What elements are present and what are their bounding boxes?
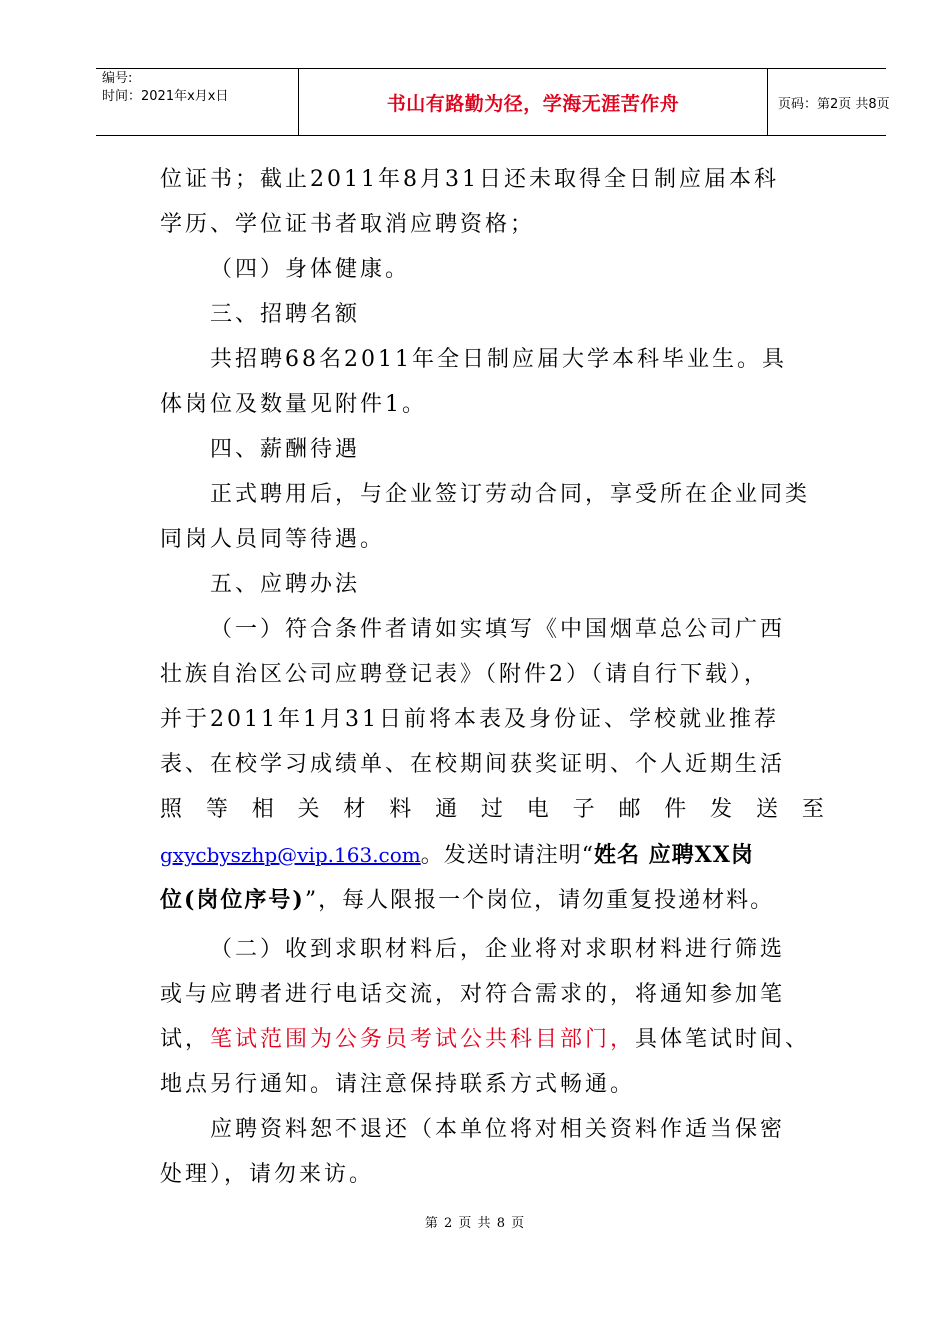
- body-line-3: （四）身体健康。: [210, 257, 411, 282]
- body-line-19: 或与应聘者进行电话交流，对符合需求的，将通知参加笔: [160, 982, 786, 1007]
- time-label: 时间：2021年x月x日: [102, 89, 229, 104]
- l20-a: 试，: [160, 1027, 211, 1052]
- l15-char: 关: [297, 797, 320, 822]
- header-page-cell: [768, 69, 890, 135]
- l15-char: 件: [664, 797, 687, 822]
- l16-bold: 姓名 应聘XX岗: [594, 842, 754, 868]
- email-link[interactable]: gxycbyszhp@vip.163.com: [160, 843, 421, 867]
- body-line-8: 正式聘用后，与企业签订劳动合同，享受所在企业同类: [210, 482, 811, 507]
- body-line-9: 同岗人员同等待遇。: [160, 527, 386, 552]
- header-motto-cell: [298, 69, 768, 135]
- l15-char: 照: [160, 797, 183, 822]
- l20-red: 笔试范围为公务员考试公共科目部门，: [210, 1027, 636, 1052]
- body-line-14: 表、在校学习成绩单、在校期间获奖证明、个人近期生活: [160, 752, 786, 777]
- body-line-2: 学历、学位证书者取消应聘资格；: [160, 212, 536, 237]
- l17-text: ”，每人限报一个岗位，请勿重复投递材料。: [304, 888, 775, 913]
- header-page-info: 页码：第2页 共8页: [778, 96, 890, 112]
- l15-char: 相: [251, 797, 274, 822]
- l20-b: 具体笔试时间、: [635, 1027, 811, 1052]
- body-line-1: 位证书；截止2011年8月31日还未取得全日制应届本科: [160, 167, 779, 192]
- body-line-5: 共招聘68名2011年全日制应届大学本科毕业生。具: [210, 347, 787, 372]
- body-line-20: [160, 1018, 824, 1062]
- body-line-21: 地点另行通知。请注意保持联系方式畅通。: [160, 1072, 636, 1097]
- l15-char: 等: [205, 797, 228, 822]
- body-line-18: （二）收到求职材料后，企业将对求职材料进行筛选: [210, 937, 786, 962]
- body-line-15: [160, 788, 824, 832]
- l15-char: 电: [526, 797, 549, 822]
- l15-char: 料: [389, 797, 412, 822]
- l15-char: 过: [480, 797, 503, 822]
- body-line-6: 体岗位及数量见附件1。: [160, 392, 427, 417]
- body-line-13: 并于2011年1月31日前将本表及身份证、学校就业推荐: [160, 707, 779, 732]
- l15-char: 通: [435, 797, 458, 822]
- l15-char: 至: [801, 797, 824, 822]
- page-header: [96, 68, 890, 136]
- header-motto: 书山有路勤为径，学海无涯苦作舟: [386, 92, 680, 115]
- l15-char: 邮: [618, 797, 641, 822]
- body-line-23: 处理），请勿来访。: [160, 1162, 375, 1187]
- section-heading-quota: 三、招聘名额: [210, 302, 361, 327]
- page-footer: 第 2 页 共 8 页: [424, 1216, 526, 1231]
- l15-char: 子: [572, 797, 595, 822]
- l17-bold: 位(岗位序号): [160, 887, 305, 913]
- l15-char: 材: [343, 797, 366, 822]
- body-line-16: [160, 833, 824, 878]
- l16-text: 。发送时请注明“: [420, 843, 595, 868]
- section-heading-method: 五、应聘办法: [210, 572, 361, 597]
- body-line-11: （一）符合条件者请如实填写《中国烟草总公司广西: [210, 617, 786, 642]
- l15-char: 发: [710, 797, 733, 822]
- body-line-17: [160, 878, 824, 923]
- header-meta-cell: [96, 69, 298, 135]
- body-line-12: 壮族自治区公司应聘登记表》（附件2）（请自行下载），: [160, 662, 769, 687]
- body-line-22: 应聘资料恕不退还（本单位将对相关资料作适当保密: [210, 1117, 786, 1142]
- section-heading-salary: 四、薪酬待遇: [210, 437, 361, 462]
- l15-char: 送: [755, 797, 778, 822]
- serial-number-label: 编号:: [102, 71, 133, 86]
